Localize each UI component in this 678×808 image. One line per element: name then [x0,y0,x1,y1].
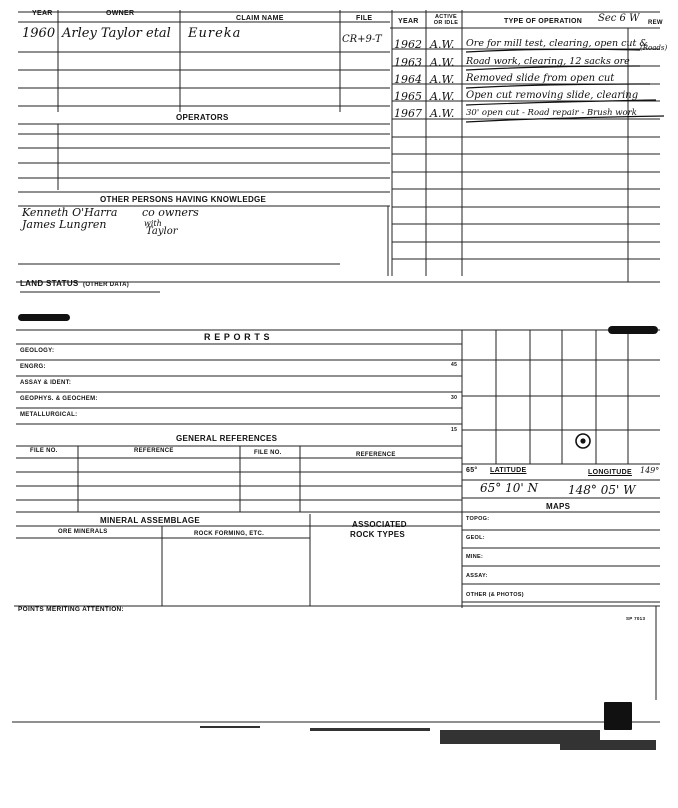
report-row-metallurgical: METALLURGICAL: [20,412,78,418]
margin-note: (Roads) [640,44,668,52]
ref-col-reference-2: REFERENCE [356,452,396,458]
maps-row-geol: GEOL: [466,535,485,541]
operation-type: Removed slide from open cut [466,73,615,84]
taylor-note: Taylor [146,226,178,237]
owner-row-file: CR+9-T [342,34,382,45]
operation-type: Road work, clearing, 12 sacks ore [466,56,630,67]
general-references-title: GENERAL REFERENCES [176,434,278,443]
ink-smudge [608,326,658,334]
form-number: SP 7013 [626,616,646,621]
land-status-sub: (OTHER DATA) [83,282,130,288]
co-owners-note: co owners [142,206,199,219]
with-note: with [144,219,162,228]
operation-status: A.W. [430,90,455,103]
owner-row-claim-name: Eureka [188,26,242,41]
latitude-value: 65° 10' N [480,481,538,495]
margin-number: 15 [451,427,458,433]
reports-title: R E P O R T S [204,332,271,342]
report-row-engrg: ENGRG: [20,364,46,370]
operation-status: A.W. [430,38,455,51]
report-row-assay: ASSAY & IDENT: [20,380,72,386]
operation-type: 30' open cut - Road repair - Brush work [466,108,637,118]
owner-row-owner: Arley Taylor etal [62,26,171,41]
land-status-title: LAND STATUS [20,279,79,288]
operation-year: 1967 [394,107,422,120]
maps-title: MAPS [546,502,571,511]
operation-year: 1962 [394,38,422,51]
maps-row-assay: ASSAY: [466,573,488,579]
operation-year: 1964 [394,73,422,86]
maps-row-topog: TOPOG: [466,516,490,522]
lat-deg-label: 65° [466,467,478,474]
maps-row-other: OTHER (& PHOTOS) [466,592,524,598]
margin-number: 45 [451,362,458,368]
margin-number: 30 [451,395,458,401]
points-meriting-attention: POINTS MERITING ATTENTION: [18,606,125,613]
header-year: YEAR [32,10,53,17]
owner-row-year: 1960 [22,26,56,41]
associated-header: ASSOCIATED [352,520,407,529]
operation-status: A.W. [430,107,455,120]
header-type-of-operation: TYPE OF OPERATION [504,18,583,25]
other-person-name: Kenneth O'Harra [22,206,118,219]
header-crew-fragment: REW [648,20,663,26]
operation-type: Open cut removing slide, clearing [466,90,639,101]
rock-types-header: ROCK TYPES [350,530,406,539]
other-person-name: James Lungren [22,218,107,231]
header-active-or-idle: ACTIVE OR IDLE [433,14,459,26]
header-claim-name: CLAIM NAME [236,15,284,22]
latitude-label: LATITUDE [490,467,527,474]
longitude-value: 148° 05' W [568,483,636,497]
rock-forming-header: ROCK FORMING, ETC. [194,531,265,537]
ink-smudge [18,314,70,321]
mineral-assemblage-title: MINERAL ASSEMBLAGE [100,516,201,525]
other-persons-title: OTHER PERSONS HAVING KNOWLEDGE [100,195,267,204]
operation-year: 1963 [394,56,422,69]
header-file: FILE [356,15,373,22]
operation-status: A.W. [430,73,455,86]
long-deg-label: 149° [640,466,660,475]
header-year2: YEAR [398,18,419,25]
header-owner: OWNER [106,10,135,17]
land-status [20,273,129,291]
ink-smudge [604,702,632,730]
longitude-label: LONGITUDE [588,469,632,476]
ref-col-reference: REFERENCE [134,448,174,454]
ref-col-file-no-2: FILE NO. [254,450,282,456]
operation-status: A.W. [430,56,455,69]
maps-row-mine: MINE: [466,554,484,560]
type-of-operation-extra: Sec 6 W [598,13,640,24]
report-row-geology: GEOLOGY: [20,348,55,354]
ref-col-file-no: FILE NO. [30,448,58,454]
ore-minerals-header: ORE MINERALS [58,529,108,535]
operators-title: OPERATORS [176,113,229,122]
report-row-geophys: GEOPHYS. & GEOCHEM: [20,396,98,402]
operation-type: Ore for mill test, clearing, open cut & [466,38,648,49]
operation-year: 1965 [394,90,422,103]
